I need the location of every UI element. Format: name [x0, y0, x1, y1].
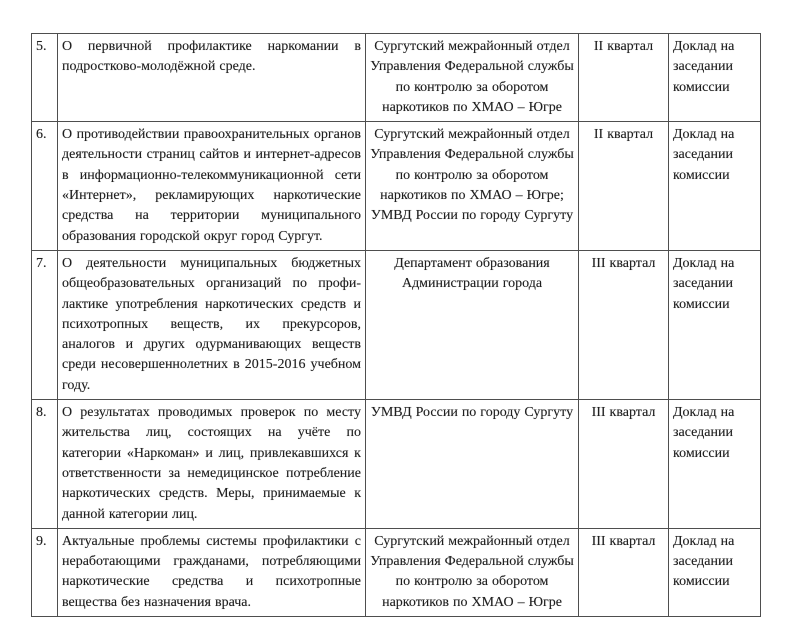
quarter-cell: III квартал [579, 528, 669, 616]
responsible-cell: Сургутский межрайонный отдел Управления Федеральной службы по контролю за оборотом наркотиков по ХМАО – Югре; УМВД России по городу Сургуту [366, 122, 579, 251]
quarter-cell: II квартал [579, 34, 669, 122]
row-number-cell: 8. [32, 400, 58, 529]
topic-cell: О результатах проводимых проверок по месту жительства лиц, состоящих на учёте по категории «Наркоман» и лиц, привлекавшихся к ответственности за немедицинское потребление наркотических средств. Меры, принимаемые к данной категории лиц. [58, 400, 366, 529]
report-cell: Доклад на заседании комиссии [669, 122, 761, 251]
responsible-cell: Департамент образования Администрации города [366, 250, 579, 399]
row-number-cell: 5. [32, 34, 58, 122]
responsible-cell: УМВД России по городу Сургуту [366, 400, 579, 529]
report-cell: Доклад на заседании комиссии [669, 400, 761, 529]
report-cell: Доклад на заседании комиссии [669, 250, 761, 399]
table-row [32, 250, 761, 399]
topic-cell: О деятельности муниципальных бюджетных общеобразовательных организаций по профи-лактике употребления наркотических средств и психотропных веществ, их прекурсоров, аналогов и других одурманивающих веществ среди несовершеннолетних в 2015-2016 учебном году. [58, 250, 366, 399]
topic-cell: О противодействии правоохранительных органов деятельности страниц сайтов и интернет-адресов в информационно-телекоммуникационной сети «Интернет», рекламирующих наркотические средства на территории муниципального образования городской округ город Сургут. [58, 122, 366, 251]
quarter-cell: III квартал [579, 250, 669, 399]
row-number-cell: 9. [32, 528, 58, 616]
responsible-cell: Сургутский межрайонный отдел Управления Федеральной службы по контролю за оборотом наркотиков по ХМАО – Югре [366, 528, 579, 616]
row-number-cell: 7. [32, 250, 58, 399]
responsible-cell: Сургутский межрайонный отдел Управления Федеральной службы по контролю за оборотом наркотиков по ХМАО – Югре [366, 34, 579, 122]
row-number-cell: 6. [32, 122, 58, 251]
table-row [32, 34, 761, 122]
table-row [32, 528, 761, 616]
topic-cell: О первичной профилактике наркомании в подростково-молодёжной среде. [58, 34, 366, 122]
report-cell: Доклад на заседании комиссии [669, 528, 761, 616]
quarter-cell: III квартал [579, 400, 669, 529]
work-plan-table [31, 33, 761, 617]
quarter-cell: II квартал [579, 122, 669, 251]
table-row [32, 400, 761, 529]
table-row [32, 122, 761, 251]
topic-cell: Актуальные проблемы системы профилактики с неработающими гражданами, потребляющими наркотические средства и психотропные вещества без назначения врача. [58, 528, 366, 616]
report-cell: Доклад на заседании комиссии [669, 34, 761, 122]
